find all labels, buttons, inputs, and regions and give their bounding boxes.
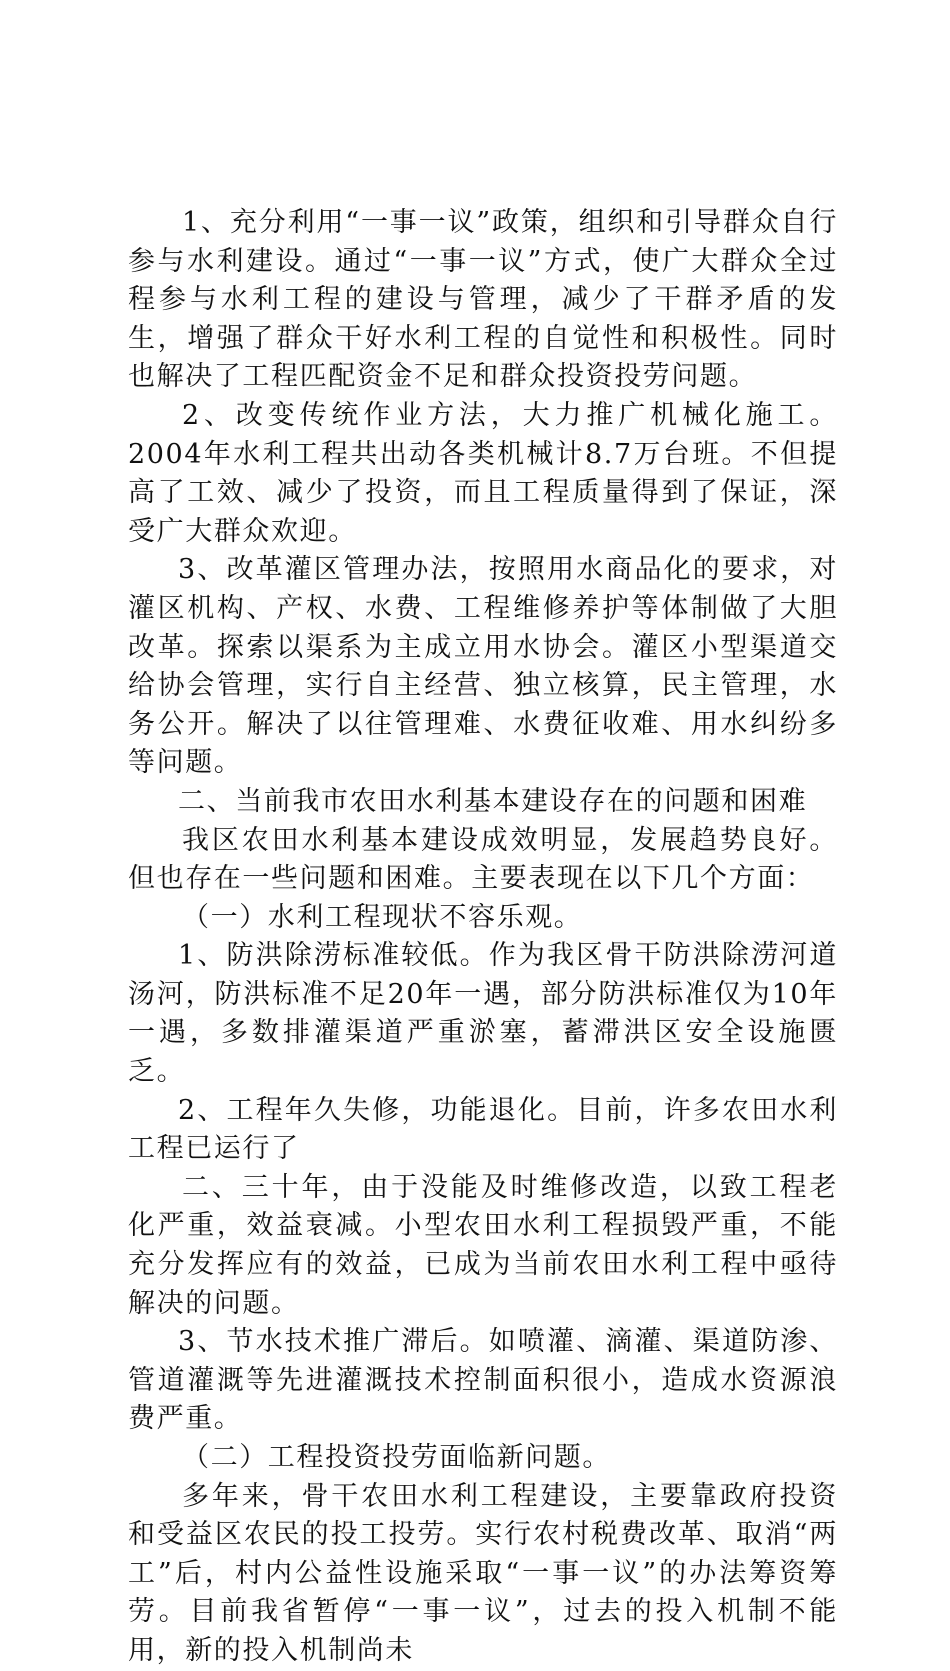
paragraph-mechanized-construction: 2、改变传统作业方法，大力推广机械化施工。2004年水利工程共出动各类机械计8.7万台班。不但提高了工效、减少了投资，而且工程质量得到了保证，深受广大群众欢迎。 [128,399,838,547]
paragraph-problems-intro: 我区农田水利基本建设成效明显，发展趋势良好。但也存在一些问题和困难。主要表现在以下几个方面： [128,824,838,895]
paragraph-flood-standard: 1、防洪除涝标准较低。作为我区骨干防洪除涝河道汤河，防洪标准不足20年一遇，部分防洪标准仅为10年一遇，多数排灌渠道严重淤塞，蓄滞洪区安全设施匮乏。 [128,940,838,1088]
paragraph-aging-works-continued: 二、三十年，由于没能及时维修改造，以致工程老化严重，效益衰减。小型农田水利工程损毁严重，不能充分发挥应有的效益，已成为当前农田水利工程中亟待解决的问题。 [128,1171,838,1319]
subsection-heading-investment: （二）工程投资投劳面临新问题。 [182,1442,611,1473]
paragraph-investment-details: 多年来，骨干农田水利工程建设，主要靠政府投资和受益区农民的投工投劳。实行农村税费改革、取消“两工”后，村内公益性设施采取“一事一议”的办法筹资筹劳。目前我省暂停“一事一议”，过去的投入机制不能用，新的投入机制尚未 [128,1480,838,1666]
subsection-heading-engineering-status: （一）水利工程现状不容乐观。 [182,901,583,933]
section-heading-problems: 二、当前我市农田水利基本建设存在的问题和困难 [178,785,808,817]
document-body [128,204,838,1671]
paragraph-irrigation-reform: 3、改革灌区管理办法，按照用水商品化的要求，对灌区机构、产权、水费、工程维修养护等体制做了大胆改革。探索以渠系为主成立用水协会。灌区小型渠道交给协会管理，实行自主经营、独立核算，民主管理，水务公开。解决了以往管理难、水费征收难、用水纠纷多等问题。 [128,554,838,779]
paragraph-aging-works: 2、工程年久失修，功能退化。目前，许多农田水利工程已运行了 [128,1094,838,1165]
paragraph-water-saving: 3、节水技术推广滞后。如喷灌、滴灌、渠道防渗、管道灌溉等先进灌溉技术控制面积很小，造成水资源浪费严重。 [128,1326,838,1435]
paragraph-policy-one-matter: 1、充分利用“一事一议”政策，组织和引导群众自行参与水利建设。通过“一事一议”方式，使广大群众全过程参与水利工程的建设与管理，减少了干群矛盾的发生，增强了群众干好水利工程的自觉性和积极性。同时也解决了工程匹配资金不足和群众投资投劳问题。 [128,207,838,393]
